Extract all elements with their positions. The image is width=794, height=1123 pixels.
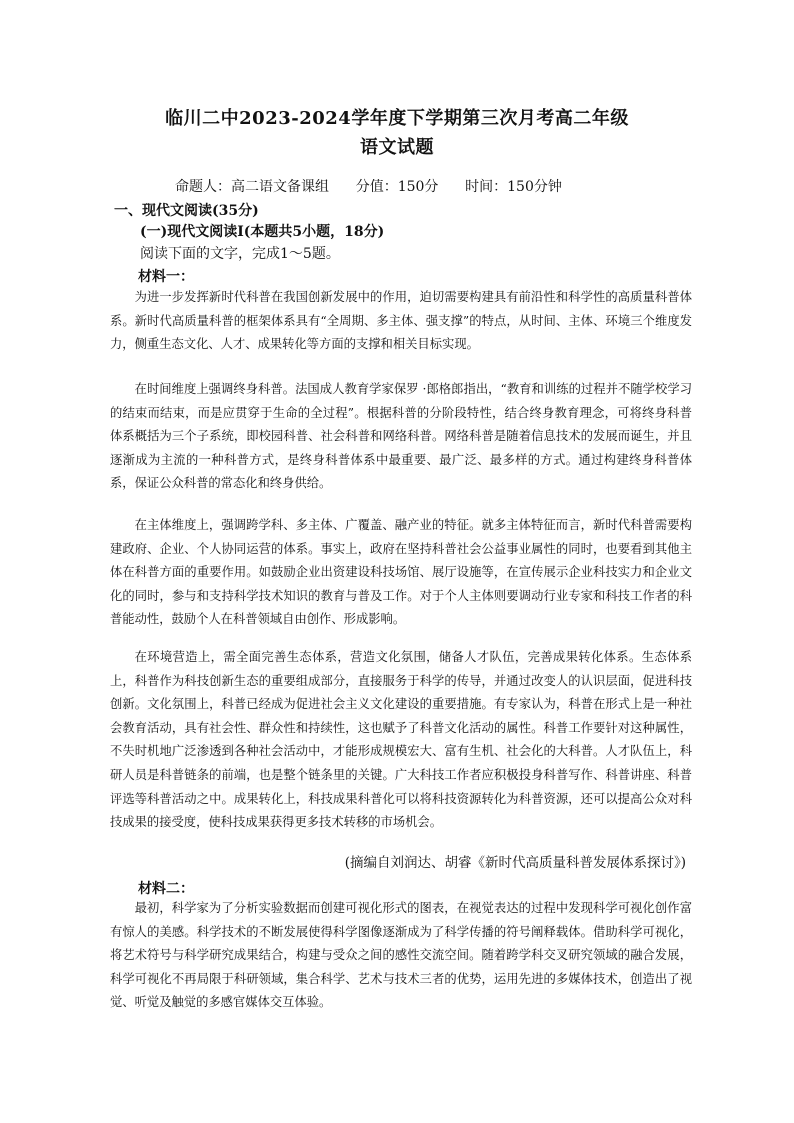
material1-label: 材料一：	[138, 269, 194, 285]
instruction: 阅读下面的文字，完成1～5题。	[140, 246, 340, 262]
time-limit: 时间：150分钟	[465, 179, 562, 195]
author: 命题人：高二语文备课组	[175, 179, 329, 195]
paragraph: 在环境营造上，需全面完善生态体系，营造文化氛围，储备人才队伍，完善成果转化体系。生态体系上，科普作为科技创新生态的重要组成部分，直接服务于科学的传导，并通过改变人的认识层面，促进科技创新。文化氛围上，科普已经成为促进社会主义文化建设的重要措施。有专家认为，科普在形式上是一种社会教育活动，具有社会性、群众性和持续性，这也赋予了科普文化活动的属性。科普工作要针对这种属性，不失时机地广泛渗透到各种社会活动中，才能形成规模宏大、富有生机、社会化的大科普。人才队伍上，科研人员是科普链条的前端，也是整个链条里的关键。广大科技工作者应积极投身科普写作、科普讲座、科普评选等科普活动之中。成果转化上，科技成果科普化可以将科技资源转化为科普资源，还可以提高公众对科技成果的接受度，使科技成果获得更多技术转移的市场机会。	[110, 650, 692, 830]
paragraph: 在时间维度上强调终身科普。法国成人教育学家保罗 ·郎格郎指出，“教育和训练的过程并不随学校学习的结束而结束，而是应贯穿于生命的全过程”。根据科普的分阶段特性，结合终身教育理念，可将终身科普体系概括为三个子系统，即校园科普、社会科普和网络科普。网络科普是随着信息技术的发展而诞生，并且逐渐成为主流的一种科普方式，是终身科普体系中最重要、最广泛、最多样的方式。通过构建终身科普体系，保证公众科普的常态化和终身供给。	[110, 382, 692, 491]
exam-meta	[175, 176, 562, 196]
paragraph: 最初，科学家为了分析实验数据而创建可视化形式的图表，在视觉表达的过程中发现科学可视化创作富有惊人的美感。科学技术的不断发展使得科学图像逐渐成为了科学传播的符号阐释载体。借助科学可视化，将艺术符号与科学研究成果结合，构建与受众之间的感性交流空间。随着跨学科交叉研究领域的融合发展，科学可视化不再局限于科研领域，集合科学、艺术与技术三者的优势，运用先进的多媒体技术，创造出了视觉、听觉及触觉的多感官媒体交互体验。	[110, 901, 692, 1010]
section-subheading: (一)现代文阅读Ⅰ(本题共5小题，18分)	[140, 224, 385, 240]
section-heading: 一、现代文阅读(35分)	[114, 203, 259, 219]
source-citation: (摘编自刘润达、胡睿《新时代高质量科普发展体系探讨》)	[344, 855, 686, 871]
exam-subtitle: 语文试题	[360, 137, 434, 158]
exam-title: 临川二中2023-2024学年度下学期第三次月考高二年级	[165, 108, 629, 129]
paragraph: 在主体维度上，强调跨学科、多主体、广覆盖、融产业的特征。就多主体特征而言，新时代科普需要构建政府、企业、个人协同运营的体系。事实上，政府在坚持科普社会公益事业属性的同时，也要看到其他主体在科普方面的重要作用。如鼓励企业出资建设科技场馆、展厅设施等，在宣传展示企业科技实力和企业文化的同时，参与和支持科学技术知识的教育与普及工作。对于个人主体则要调动行业专家和科技工作者的科普能动性，鼓励个人在科普领域自由创作、形成影响。	[110, 518, 692, 627]
paragraph: 为进一步发挥新时代科普在我国创新发展中的作用，迫切需要构建具有前沿性和科学性的高质量科普体系。新时代高质量科普的框架体系具有“全周期、多主体、强支撑”的特点，从时间、主体、环境三个维度发力，侧重生态文化、人才、成果转化等方面的支撑和相关目标实现。	[110, 290, 692, 352]
score: 分值：150分	[355, 179, 439, 195]
material2-label: 材料二：	[138, 881, 194, 897]
